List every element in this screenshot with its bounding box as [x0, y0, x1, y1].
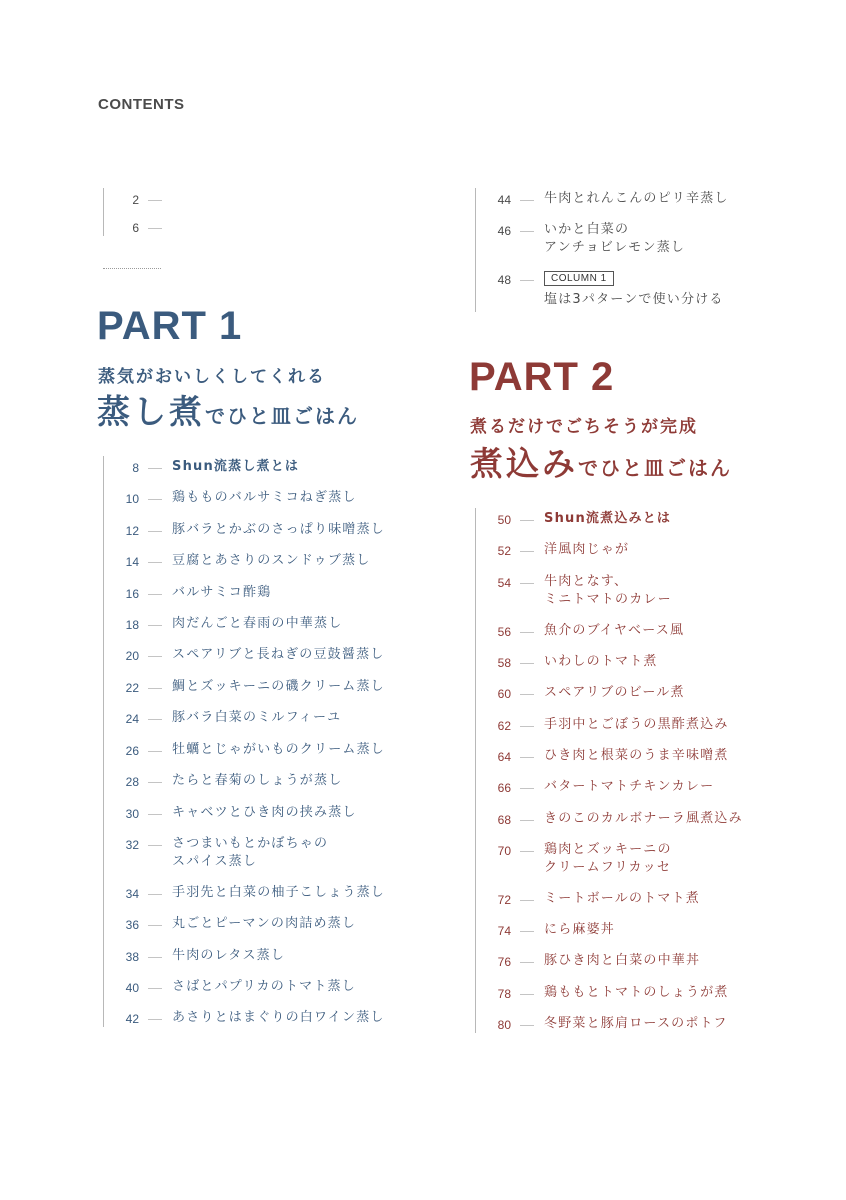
- entry-title: ひき肉と根菜のうま辛味噌煮: [544, 748, 729, 763]
- entry-title: 鯛とズッキーニの磯クリーム蒸し: [172, 679, 385, 694]
- leader-dash: [520, 1025, 534, 1026]
- entry-title: にら麻婆丼: [544, 922, 616, 937]
- part2-title-rest: でひと皿ごはん: [578, 456, 732, 480]
- page-number: 46: [497, 224, 511, 238]
- page-number: 52: [497, 544, 511, 558]
- entry-title: 手羽先と白菜の柚子こしょう蒸し: [172, 885, 386, 900]
- leader-dash: [520, 694, 534, 695]
- entry-title-line2: クリームフリカッセ: [544, 860, 672, 875]
- leader-dash: [520, 900, 534, 901]
- leader-dash: [520, 994, 534, 995]
- toc-entry[interactable]: [475, 716, 795, 736]
- entry-title: きのこのカルボナーラ風煮込み: [544, 811, 743, 826]
- toc-entry[interactable]: [103, 521, 423, 541]
- toc-entry[interactable]: [103, 552, 423, 572]
- leader-dash: [148, 688, 162, 689]
- page-number: 34: [125, 887, 139, 901]
- entry-title: 豆腐とあさりのスンドゥブ蒸し: [172, 553, 371, 568]
- leader-dash: [148, 200, 162, 201]
- toc-entry[interactable]: [103, 1009, 423, 1029]
- leader-dash: [148, 925, 162, 926]
- column1-title: 塩は3パターンで使い分ける: [544, 292, 724, 307]
- column1-label: COLUMN 1: [544, 271, 614, 286]
- toc-entry[interactable]: [103, 458, 423, 478]
- toc-entry[interactable]: [103, 741, 423, 761]
- leader-dash: [520, 663, 534, 664]
- toc-entry[interactable]: [475, 984, 795, 1004]
- toc-entry[interactable]: [103, 978, 423, 998]
- toc-entry[interactable]: [103, 884, 423, 904]
- leader-dash: [148, 751, 162, 752]
- toc-entry[interactable]: [103, 678, 423, 698]
- page-number: 60: [497, 687, 511, 701]
- toc-entry[interactable]: [475, 952, 795, 972]
- leader-dash: [520, 200, 534, 201]
- page-number: 8: [132, 461, 139, 475]
- toc-entry[interactable]: [103, 615, 423, 635]
- toc-entry[interactable]: [103, 804, 423, 824]
- part1-title: [97, 392, 359, 438]
- toc-entry[interactable]: [103, 835, 423, 873]
- intro-list: [103, 188, 423, 236]
- entry-title: 牛肉とれんこんのピリ辛蒸し: [544, 191, 729, 206]
- leader-dash: [520, 962, 534, 963]
- part1-list: [103, 456, 423, 1027]
- page-number: 78: [497, 987, 511, 1001]
- page-number: 18: [125, 618, 139, 632]
- page-number: 38: [125, 950, 139, 964]
- page-number: 26: [125, 744, 139, 758]
- toc-entry[interactable]: [103, 772, 423, 792]
- toc-entry[interactable]: [475, 684, 795, 704]
- page-number: 80: [497, 1018, 511, 1032]
- part1-tagline: 蒸気がおいしくしてくれる: [98, 367, 326, 387]
- toc-entry[interactable]: [475, 653, 795, 673]
- entry-title: 牛肉となす、: [544, 574, 629, 589]
- entry-title: ミートボールのトマト煮: [544, 891, 700, 906]
- toc-entry[interactable]: [103, 947, 423, 967]
- toc-entry[interactable]: [475, 747, 795, 767]
- entry-title: 魚介のブイヤベース風: [544, 623, 685, 638]
- toc-entry[interactable]: [475, 190, 795, 210]
- toc-entry[interactable]: [103, 190, 423, 210]
- toc-entry[interactable]: [475, 921, 795, 941]
- page-number: 42: [125, 1012, 139, 1026]
- leader-dash: [148, 562, 162, 563]
- page-number: 28: [125, 775, 139, 789]
- page-number: 68: [497, 813, 511, 827]
- leader-dash: [520, 280, 534, 281]
- entry-title: 手羽中とごぼうの黒酢煮込み: [544, 717, 729, 732]
- part2-tagline: 煮るだけでごちそうが完成: [470, 417, 698, 437]
- toc-entry[interactable]: [475, 221, 795, 259]
- entry-title: スペアリブと長ねぎの豆鼓醤蒸し: [172, 647, 385, 662]
- leader-dash: [148, 468, 162, 469]
- leader-dash: [148, 1019, 162, 1020]
- toc-entry[interactable]: [475, 622, 795, 642]
- page-number: 70: [497, 844, 511, 858]
- column1-entry[interactable]: [475, 270, 795, 310]
- leader-dash: [148, 957, 162, 958]
- entry-title: バタートマトチキンカレー: [544, 779, 715, 794]
- leader-dash: [148, 845, 162, 846]
- leader-dash: [520, 931, 534, 932]
- entry-title: 冬野菜と豚肩ロースのポトフ: [544, 1016, 728, 1031]
- page-number: 16: [125, 587, 139, 601]
- entry-title: 鶏ももとトマトのしょうが煮: [544, 985, 729, 1000]
- part2-label: PART 2: [469, 355, 615, 399]
- page-number: 44: [497, 193, 511, 207]
- entry-title: 牛肉のレタス蒸し: [172, 948, 286, 963]
- page-number: 32: [125, 838, 139, 852]
- leader-dash: [520, 757, 534, 758]
- page-number: 64: [497, 750, 511, 764]
- entry-title-line2: スパイス蒸し: [172, 854, 258, 869]
- page-number: 14: [125, 555, 139, 569]
- leader-dash: [520, 551, 534, 552]
- toc-entry[interactable]: [103, 709, 423, 729]
- leader-dash: [148, 988, 162, 989]
- entry-title: あさりとはまぐりの白ワイン蒸し: [172, 1010, 385, 1025]
- leader-dash: [520, 632, 534, 633]
- page-number: 76: [497, 955, 511, 969]
- leader-dash: [148, 625, 162, 626]
- page-number: 72: [497, 893, 511, 907]
- page-number: 74: [497, 924, 511, 938]
- part2-list: [475, 508, 795, 1033]
- entry-title: いかと白菜の: [544, 222, 630, 237]
- leader-dash: [148, 719, 162, 720]
- page-number: 56: [497, 625, 511, 639]
- page-number: 30: [125, 807, 139, 821]
- dotted-divider: [103, 268, 161, 269]
- entry-title: 鶏もものバルサミコねぎ蒸し: [172, 490, 357, 505]
- toc-entry[interactable]: [475, 541, 795, 561]
- page-number: 40: [125, 981, 139, 995]
- entry-title: 豚バラとかぶのさっぱり味噌蒸し: [172, 522, 386, 537]
- contents-heading: CONTENTS: [98, 96, 185, 113]
- leader-dash: [148, 499, 162, 500]
- toc-entry[interactable]: [103, 915, 423, 935]
- leader-dash: [520, 726, 534, 727]
- page-number: 36: [125, 918, 139, 932]
- entry-title: 丸ごとピーマンの肉詰め蒸し: [172, 916, 357, 931]
- page-number: 6: [132, 221, 139, 235]
- leader-dash: [148, 228, 162, 229]
- column1-box: [544, 269, 614, 287]
- entry-title: いわしのトマト煮: [544, 654, 658, 669]
- entry-title: 鶏肉とズッキーニの: [544, 842, 672, 857]
- page-number: 2: [132, 193, 139, 207]
- leader-dash: [148, 782, 162, 783]
- entry-title: 豚バラ白菜のミルフィーユ: [172, 710, 342, 725]
- leader-dash: [148, 531, 162, 532]
- toc-entry[interactable]: [103, 646, 423, 666]
- entry-title: キャベツとひき肉の挟み蒸し: [172, 805, 357, 820]
- page-number: 66: [497, 781, 511, 795]
- part1-title-large: 蒸し煮: [97, 392, 205, 431]
- toc-entry[interactable]: [475, 510, 795, 530]
- leader-dash: [520, 231, 534, 232]
- part2-title-large: 煮込み: [470, 444, 578, 483]
- entry-title: Shun流蒸し煮とは: [172, 459, 300, 474]
- leader-dash: [148, 814, 162, 815]
- leader-dash: [520, 583, 534, 584]
- entry-title: 肉だんごと春雨の中華蒸し: [172, 616, 343, 631]
- part1-title-rest: でひと皿ごはん: [205, 404, 359, 428]
- page-number: 22: [125, 681, 139, 695]
- leader-dash: [148, 594, 162, 595]
- entry-title-line2: ミニトマトのカレー: [544, 592, 672, 607]
- leader-dash: [148, 894, 162, 895]
- leader-dash: [520, 820, 534, 821]
- leader-dash: [520, 788, 534, 789]
- part1-label: PART 1: [97, 304, 243, 348]
- toc-entry[interactable]: [475, 841, 795, 879]
- leader-dash: [520, 851, 534, 852]
- toc-entry[interactable]: [475, 778, 795, 798]
- entry-title: 牡蠣とじゃがいものクリーム蒸し: [172, 742, 386, 757]
- part2-title: [470, 444, 732, 490]
- entry-title: 豚ひき肉と白菜の中華丼: [544, 953, 701, 968]
- leader-dash: [520, 520, 534, 521]
- entry-title: さつまいもとかぼちゃの: [172, 836, 329, 851]
- page-number: 50: [497, 513, 511, 527]
- page-number: 24: [125, 712, 139, 726]
- right-top-list: [475, 188, 795, 312]
- page-number: 58: [497, 656, 511, 670]
- page-number: 54: [497, 576, 511, 590]
- page-number: 20: [125, 649, 139, 663]
- page-number: 48: [497, 273, 511, 287]
- entry-title: バルサミコ酢鶏: [172, 585, 272, 600]
- toc-entry[interactable]: [103, 218, 423, 238]
- entry-title-line2: アンチョビレモン蒸し: [544, 240, 686, 255]
- entry-title: 洋風肉じゃが: [544, 542, 630, 557]
- toc-entry[interactable]: [475, 810, 795, 830]
- toc-entry[interactable]: [475, 890, 795, 910]
- page-number: 62: [497, 719, 511, 733]
- toc-entry[interactable]: [475, 573, 795, 611]
- entry-title: さばとパプリカのトマト蒸し: [172, 979, 356, 994]
- page-number: 10: [125, 492, 139, 506]
- entry-title: たらと春菊のしょうが蒸し: [172, 773, 343, 788]
- leader-dash: [148, 656, 162, 657]
- toc-entry[interactable]: [103, 584, 423, 604]
- toc-entry[interactable]: [475, 1015, 795, 1035]
- entry-title: スペアリブのビール煮: [544, 685, 685, 700]
- page-number: 12: [125, 524, 139, 538]
- entry-title: Shun流煮込みとは: [544, 511, 672, 526]
- toc-entry[interactable]: [103, 489, 423, 509]
